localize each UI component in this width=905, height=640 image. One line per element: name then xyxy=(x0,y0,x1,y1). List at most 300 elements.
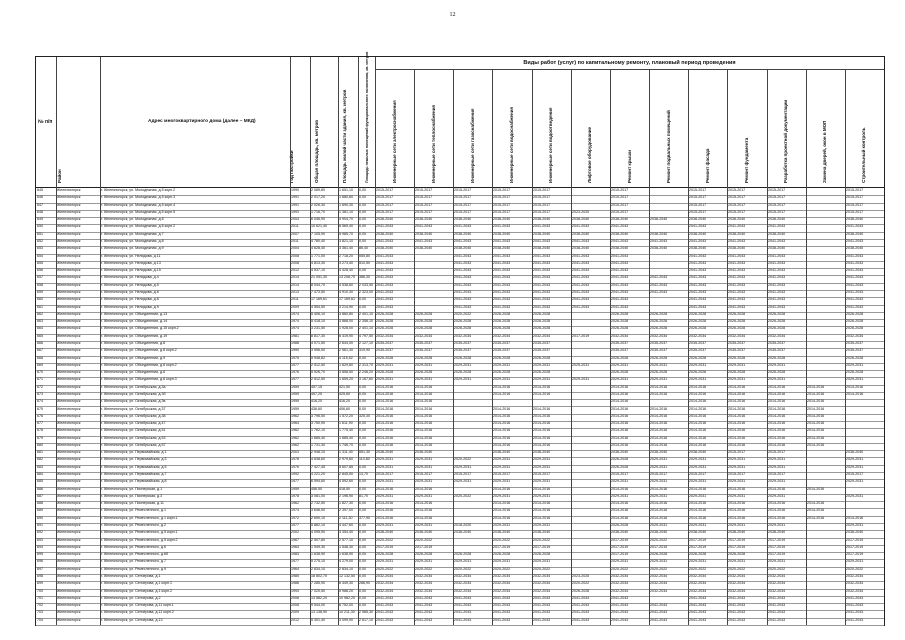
cell-work: 2014-2016 xyxy=(493,391,511,396)
cell-address: г. Железногорск, ул. Сенчерова, д.1 корп.1 xyxy=(101,581,173,586)
cell-work: 2032-2034 xyxy=(846,581,864,586)
cell-living-area: 10 982,20 xyxy=(339,595,355,600)
cell-work: 2026-2028 xyxy=(533,319,551,324)
cell-num: 669 xyxy=(37,362,43,367)
cell-address: г. Железногорск, ул. Молодежная, д.5 корп.3 xyxy=(101,195,176,200)
cell-work: 2032-2034 xyxy=(493,574,511,579)
cell-work: 2014-2016 xyxy=(493,442,511,447)
cell-work: 2032-2034 xyxy=(415,588,433,593)
cell-work: 2041-2043 xyxy=(728,260,746,265)
cell-work: 2041-2043 xyxy=(376,282,394,287)
cell-work: 2014-2016 xyxy=(846,384,864,389)
cell-work: 2015-2017 xyxy=(376,209,394,214)
cell-work: 2014-2016 xyxy=(611,413,629,418)
cell-year: 2012 xyxy=(291,617,299,622)
cell-work: 2041-2043 xyxy=(846,253,864,258)
cell-address: г. Железногорск, ул. Ремесленного, д.6б xyxy=(101,552,169,557)
cell-address: г. Железногорск, ул. Первомайская, д.1 xyxy=(101,450,167,455)
cell-work: 2029-2031 xyxy=(768,457,786,462)
cell-total-area: 7 020,50 xyxy=(311,588,325,593)
cell-address: г. Железногорск, ул. Ремесленного, д.9 xyxy=(101,566,166,571)
cell-district: Железногорск xyxy=(57,333,81,338)
cell-work: 2020-2022 xyxy=(376,566,394,571)
cell-num: 648 xyxy=(37,209,43,214)
cell-district: Железногорск xyxy=(57,340,81,345)
cell-living-area: 3 361,40 xyxy=(339,246,353,251)
cell-fund-area: 2 323,00 xyxy=(359,289,373,294)
cell-fund-area: 0,00 xyxy=(359,479,366,484)
cell-work: 2014-2016 xyxy=(376,442,394,447)
cell-work: 2032-2034 xyxy=(493,333,511,338)
table-row xyxy=(36,618,884,626)
cell-num: 702 xyxy=(37,603,43,608)
cell-address: г. Железногорск, ул. Первомайская, д.5 xyxy=(101,464,167,469)
cell-work: 2017-2019 xyxy=(768,537,786,542)
cell-work: 2029-2031 xyxy=(415,523,433,528)
cell-work: 2014-2016 xyxy=(415,435,433,440)
cell-work: 2014-2016 xyxy=(533,486,551,491)
cell-work: 2035-2037 xyxy=(611,348,629,353)
cell-address: г. Железногорск, ул. Ремесленного, д.6 xyxy=(101,544,166,549)
cell-work: 2041-2043 xyxy=(728,610,746,615)
cell-total-area: 5 301,40 xyxy=(311,617,325,622)
cell-num: 683 xyxy=(37,464,43,469)
cell-year: 1962 xyxy=(291,435,299,440)
cell-work: 2014-2016 xyxy=(376,508,394,513)
cell-living-area: 6 419,90 xyxy=(339,333,353,338)
cell-num: 684 xyxy=(37,472,43,477)
cell-work: 2026-2028 xyxy=(454,319,472,324)
cell-work: 2020-2022 xyxy=(454,311,472,316)
cell-work: 2041-2043 xyxy=(846,275,864,280)
cell-work: 2020-2022 xyxy=(493,566,511,571)
cell-work: 2041-2043 xyxy=(415,224,433,229)
cell-living-area: 5 988,20 xyxy=(339,588,353,593)
cell-year: 1993 xyxy=(291,209,299,214)
cell-work: 2029-2031 xyxy=(768,479,786,484)
cell-living-area: 3 860,80 xyxy=(339,311,353,316)
cell-work: 2015-2017 xyxy=(689,202,707,207)
cell-work: 2029-2031 xyxy=(415,362,433,367)
cell-living-area: 1 680,60 xyxy=(339,195,353,200)
cell-total-area: 2 017,20 xyxy=(311,195,325,200)
cell-fund-area: 0,00 xyxy=(359,355,366,360)
cell-living-area: 1 827,30 xyxy=(339,501,353,506)
cell-work: 2017-2019 xyxy=(768,552,786,557)
cell-work: 2038-2040 xyxy=(376,217,394,222)
cell-address: г. Железногорск, ул. Нелидова, д.13 xyxy=(101,260,161,265)
cell-year: 1985 xyxy=(291,574,299,579)
cell-work: 2029-2031 xyxy=(415,559,433,564)
cell-living-area: 6 449,30 xyxy=(339,581,353,586)
cell-district: Железногорск xyxy=(57,428,81,433)
cell-work: 2041-2043 xyxy=(611,610,629,615)
cell-work: 2041-2043 xyxy=(454,289,472,294)
cell-year: 1962 xyxy=(291,501,299,506)
cell-fund-area: 0,00 xyxy=(359,595,366,600)
cell-work: 2035-2037 xyxy=(846,348,864,353)
cell-work: 2029-2031 xyxy=(376,493,394,498)
cell-work: 2041-2043 xyxy=(454,595,472,600)
cell-year: 2003 xyxy=(291,450,299,455)
cell-work: 2041-2043 xyxy=(493,297,511,302)
cell-work: 2032-2034 xyxy=(728,588,746,593)
header-work-7: Ремонт подвальных помещений xyxy=(666,110,671,183)
cell-address: г. Железногорск, ул. Нелидова, д.11 xyxy=(101,253,161,258)
cell-work: 2015-2017 xyxy=(768,209,786,214)
cell-work: 2015-2017 xyxy=(493,472,511,477)
cell-total-area: 4 628,40 xyxy=(311,246,325,251)
cell-work: 2041-2043 xyxy=(572,304,590,309)
cell-work: 2041-2043 xyxy=(493,282,511,287)
cell-year: 1964 xyxy=(291,421,299,426)
cell-address: г. Железногорск, ул. Молодежная, д.7 xyxy=(101,231,164,236)
cell-work: 2041-2043 xyxy=(454,275,472,280)
cell-address: г. Железногорск, ул. Ремесленного, д.1 корп.1 xyxy=(101,515,178,520)
cell-work: 2041-2043 xyxy=(572,610,590,615)
cell-work: 2015-2017 xyxy=(533,472,551,477)
cell-district: Железногорск xyxy=(57,508,81,513)
cell-work: 2041-2043 xyxy=(689,238,707,243)
cell-work: 2026-2028 xyxy=(454,355,472,360)
cell-work: 2014-2016 xyxy=(689,435,707,440)
cell-address: г. Железногорск, ул. Объединения, д.9 xyxy=(101,355,166,360)
cell-work: 2038-2040 xyxy=(650,450,668,455)
cell-work: 2038-2040 xyxy=(650,231,668,236)
cell-work: 2041-2043 xyxy=(611,603,629,608)
cell-total-area: 416,20 xyxy=(311,399,322,404)
cell-work: 2041-2043 xyxy=(689,268,707,273)
cell-work: 2015-2017 xyxy=(650,472,668,477)
cell-work: 2015-2017 xyxy=(376,188,394,192)
cell-work: 2038-2040 xyxy=(454,217,472,222)
cell-year: 1993 xyxy=(291,588,299,593)
cell-num: 676 xyxy=(37,413,43,418)
cell-address: г. Железногорск, ул. Объединения, д.6 корп.2 xyxy=(101,362,177,367)
cell-work: 2041-2043 xyxy=(650,275,668,280)
cell-work: 2041-2043 xyxy=(454,260,472,265)
cell-work: 2015-2017 xyxy=(415,202,433,207)
cell-work: 2041-2043 xyxy=(846,238,864,243)
cell-work: 2029-2031 xyxy=(728,479,746,484)
cell-work: 2041-2043 xyxy=(493,275,511,280)
cell-work: 2041-2043 xyxy=(454,268,472,273)
cell-work: 2041-2043 xyxy=(728,297,746,302)
cell-work: 2014-2016 xyxy=(611,501,629,506)
cell-address: г. Железногорск, ул. Ремесленного, д.5 корп.2 xyxy=(101,537,178,542)
cell-work: 2029-2031 xyxy=(846,362,864,367)
cell-work: 2026-2028 xyxy=(415,326,433,331)
cell-work: 2041-2043 xyxy=(768,603,786,608)
cell-work: 2026-2028 xyxy=(611,464,629,469)
cell-total-area: 8 817,30 xyxy=(311,333,325,338)
cell-work: 2026-2028 xyxy=(376,311,394,316)
cell-work: 2029-2031 xyxy=(611,377,629,382)
cell-work: 2029-2031 xyxy=(533,479,551,484)
cell-total-area: 7 285,90 xyxy=(311,581,325,586)
cell-work: 2038-2040 xyxy=(572,231,590,236)
cell-work: 2029-2031 xyxy=(728,493,746,498)
cell-work: 2032-2034 xyxy=(650,333,668,338)
cell-work: 2029-2031 xyxy=(689,377,707,382)
cell-work: 2029-2031 xyxy=(493,362,511,367)
cell-work: 2014-2016 xyxy=(611,442,629,447)
cell-work: 2015-2017 xyxy=(533,195,551,200)
cell-work: 2015-2017 xyxy=(728,188,746,192)
cell-work: 2041-2043 xyxy=(728,238,746,243)
cell-fund-area: 3 167,60 xyxy=(359,377,373,382)
cell-num: 646 xyxy=(37,195,43,200)
cell-work: 2026-2028 xyxy=(768,370,786,375)
cell-work: 2038-2040 xyxy=(454,246,472,251)
cell-work: 2032-2034 xyxy=(454,333,472,338)
cell-work: 2032-2034 xyxy=(611,333,629,338)
cell-total-area: 9 544,00 xyxy=(311,603,325,608)
cell-work: 2015-2017 xyxy=(846,202,864,207)
cell-work: 2020-2022 xyxy=(454,566,472,571)
cell-work: 2038-2040 xyxy=(689,246,707,251)
cell-work: 2041-2043 xyxy=(846,224,864,229)
cell-work: 2014-2016 xyxy=(689,421,707,426)
cell-work: 2020-2022 xyxy=(376,537,394,542)
cell-fund-area: 0,00 xyxy=(359,501,366,506)
cell-work: 2035-2037 xyxy=(689,348,707,353)
cell-work: 2029-2031 xyxy=(376,479,394,484)
cell-work: 2035-2037 xyxy=(650,348,668,353)
cell-fund-area: 2 358,10 xyxy=(359,319,373,324)
cell-work: 2014-2016 xyxy=(650,501,668,506)
cell-work: 2041-2043 xyxy=(415,617,433,622)
cell-work: 2038-2040 xyxy=(846,231,864,236)
cell-year: 1978 xyxy=(291,493,299,498)
cell-work: 2038-2040 xyxy=(376,450,394,455)
cell-work: 2041-2043 xyxy=(454,617,472,622)
cell-work: 2038-2040 xyxy=(454,530,472,535)
header-work-10: Разработка проектной документации xyxy=(783,99,788,183)
cell-district: Железногорск xyxy=(57,515,81,520)
cell-living-area: 2 834,10 xyxy=(339,566,353,571)
cell-work: 2041-2043 xyxy=(689,289,707,294)
cell-work: 2015-2017 xyxy=(376,202,394,207)
cell-work: 2026-2028 xyxy=(689,311,707,316)
cell-work: 2041-2043 xyxy=(533,297,551,302)
cell-work: 2015-2017 xyxy=(493,195,511,200)
cell-work: 2032-2034 xyxy=(650,581,668,586)
cell-work: 2032-2034 xyxy=(650,588,668,593)
cell-work: 2038-2040 xyxy=(689,450,707,455)
cell-work: 2032-2034 xyxy=(376,333,394,338)
cell-work: 2032-2034 xyxy=(689,588,707,593)
cell-year: 1967 xyxy=(291,537,299,542)
cell-work: 2041-2043 xyxy=(846,268,864,273)
cell-year: 1988 xyxy=(291,340,299,345)
cell-work: 2041-2043 xyxy=(376,610,394,615)
cell-work: 2032-2034 xyxy=(533,581,551,586)
cell-district: Железногорск xyxy=(57,464,81,469)
cell-address: г. Железногорск, ул. Первомайская, д.3 xyxy=(101,457,167,462)
cell-work: 2038-2040 xyxy=(768,217,786,222)
cell-work: 2041-2043 xyxy=(689,304,707,309)
table-header xyxy=(36,51,884,188)
cell-work: 2017-2019 xyxy=(493,544,511,549)
cell-total-area: 1 638,90 xyxy=(311,552,325,557)
cell-address: г. Железногорск, ул. Объединения, д.13 xyxy=(101,311,168,316)
cell-work: 2014-2016 xyxy=(376,428,394,433)
cell-work: 2020-2022 xyxy=(533,566,551,571)
cell-work: 2015-2017 xyxy=(493,202,511,207)
cell-work: 2041-2043 xyxy=(454,224,472,229)
cell-work: 2041-2043 xyxy=(493,603,511,608)
cell-work: 2035-2037 xyxy=(846,340,864,345)
cell-work: 2041-2043 xyxy=(376,275,394,280)
cell-fund-area: 286,90 xyxy=(359,581,370,586)
cell-work: 2026-2028 xyxy=(611,457,629,462)
cell-living-area: 2 577,10 xyxy=(339,537,353,542)
cell-work: 2015-2017 xyxy=(728,202,746,207)
cell-work: 2015-2017 xyxy=(533,188,551,192)
cell-total-area: 2 089,80 xyxy=(311,188,325,192)
cell-work: 2014-2016 xyxy=(415,384,433,389)
cell-num: 673 xyxy=(37,391,43,396)
cell-fund-area: 555,80 xyxy=(359,253,370,258)
cell-num: 697 xyxy=(37,566,43,571)
cell-work: 2041-2043 xyxy=(533,304,551,309)
cell-num: 701 xyxy=(37,595,43,600)
cell-fund-area: 0,00 xyxy=(359,588,366,593)
cell-district: Железногорск xyxy=(57,413,81,418)
cell-work: 2014-2016 xyxy=(807,406,825,411)
cell-work: 2041-2043 xyxy=(376,238,394,243)
cell-num: 659 xyxy=(37,289,43,294)
cell-total-area: 4 071,50 xyxy=(311,340,325,345)
cell-work: 2041-2043 xyxy=(689,282,707,287)
cell-address: г. Железногорск, ул. Сенчерова, д.1 корп.2 xyxy=(101,588,173,593)
cell-fund-area: 0,00 xyxy=(359,304,366,309)
cell-work: 2041-2043 xyxy=(533,260,551,265)
cell-work: 2029-2031 xyxy=(689,493,707,498)
cell-num: 692 xyxy=(37,530,43,535)
cell-work: 2015-2017 xyxy=(454,472,472,477)
cell-district: Железногорск xyxy=(57,391,81,396)
cell-work: 2038-2040 xyxy=(533,231,551,236)
cell-work: 2026-2028 xyxy=(415,355,433,360)
cell-year: 2007 xyxy=(291,231,299,236)
cell-year: 1964 xyxy=(291,566,299,571)
cell-work: 2041-2043 xyxy=(611,617,629,622)
cell-work: 2041-2043 xyxy=(728,304,746,309)
cell-work: 2026-2028 xyxy=(689,370,707,375)
cell-work: 2014-2016 xyxy=(533,508,551,513)
cell-num: 667 xyxy=(37,348,43,353)
cell-work: 2029-2031 xyxy=(454,464,472,469)
cell-work: 2029-2031 xyxy=(846,479,864,484)
cell-fund-area: 2 617,10 xyxy=(359,617,373,622)
cell-year: 1977 xyxy=(291,479,299,484)
cell-work: 2014-2016 xyxy=(768,501,786,506)
cell-total-area: 2 026,30 xyxy=(311,202,325,207)
cell-work: 2041-2043 xyxy=(611,595,629,600)
cell-work: 2041-2043 xyxy=(650,289,668,294)
cell-work: 2038-2040 xyxy=(768,530,786,535)
cell-work: 2041-2043 xyxy=(493,304,511,309)
cell-work: 2014-2016 xyxy=(493,428,511,433)
header-work-4: Инженерные сети водоотведения xyxy=(548,107,553,183)
cell-work: 2014-2016 xyxy=(689,391,707,396)
cell-work: 2015-2017 xyxy=(376,195,394,200)
cell-work: 2041-2043 xyxy=(376,224,394,229)
cell-total-area: 10 621,40 xyxy=(311,224,327,229)
cell-work: 2026-2028 xyxy=(376,552,394,557)
cell-work: 2014-2016 xyxy=(728,421,746,426)
cell-work: 2041-2043 xyxy=(454,610,472,615)
cell-district: Железногорск xyxy=(57,209,81,214)
cell-work: 2041-2043 xyxy=(768,610,786,615)
cell-work: 2026-2028 xyxy=(768,319,786,324)
cell-work: 2041-2043 xyxy=(728,282,746,287)
cell-work: 2041-2043 xyxy=(728,595,746,600)
cell-address: г. Железногорск, ул. Пионерская, д.11 xyxy=(101,501,164,506)
cell-district: Железногорск xyxy=(57,260,81,265)
cell-work: 2041-2043 xyxy=(454,603,472,608)
cell-year: 1962 xyxy=(291,413,299,418)
header-year: Год постройки xyxy=(289,150,294,183)
cell-work: 2026-2028 xyxy=(650,370,668,375)
cell-fund-area: 2 585,30 xyxy=(359,610,373,615)
cell-total-area: 4 554,50 xyxy=(311,304,325,309)
cell-total-area: 2 512,50 xyxy=(311,377,325,382)
cell-address: г. Железногорск, ул. Нелидова, д.8 xyxy=(101,297,159,302)
cell-fund-area: 377,90 xyxy=(359,515,370,520)
cell-num: 686 xyxy=(37,486,43,491)
cell-district: Железногорск xyxy=(57,282,81,287)
cell-work: 2041-2043 xyxy=(376,617,394,622)
cell-work: 2041-2043 xyxy=(689,224,707,229)
cell-work: 2014-2016 xyxy=(650,515,668,520)
cell-total-area: 4 095,90 xyxy=(311,530,325,535)
cell-work: 2014-2016 xyxy=(846,515,864,520)
cell-work: 2014-2016 xyxy=(415,391,433,396)
cell-work: 2029-2031 xyxy=(689,479,707,484)
cell-work: 2041-2043 xyxy=(689,595,707,600)
header-address: Адрес многоквартирного дома (далее – МКД) xyxy=(148,119,256,124)
cell-work: 2026-2028 xyxy=(493,552,511,557)
cell-total-area: 5 948,82 xyxy=(311,355,325,360)
cell-work: 2038-2040 xyxy=(611,231,629,236)
cell-work: 2038-2040 xyxy=(376,530,394,535)
cell-address: г. Железногорск, ул. Нелидова, д.15 xyxy=(101,268,161,273)
cell-work: 2017-2019 xyxy=(689,537,707,542)
cell-num: 668 xyxy=(37,355,43,360)
cell-work: 2026-2028 xyxy=(846,355,864,360)
cell-work: 2041-2043 xyxy=(533,275,551,280)
header-work-5: Лифтовое оборудование xyxy=(587,126,592,183)
cell-living-area: 1 690,30 xyxy=(339,202,353,207)
cell-work: 2014-2016 xyxy=(728,486,746,491)
cell-total-area: 1 731,30 xyxy=(311,442,325,447)
cell-work: 2026-2028 xyxy=(611,311,629,316)
cell-num: 695 xyxy=(37,552,43,557)
cell-work: 2014-2016 xyxy=(493,501,511,506)
cell-work: 2038-2040 xyxy=(768,246,786,251)
cell-district: Железногорск xyxy=(57,574,81,579)
cell-work: 2029-2031 xyxy=(728,457,746,462)
cell-work: 2029-2031 xyxy=(376,457,394,462)
cell-total-area: 2 507,80 xyxy=(311,537,325,542)
cell-work: 2029-2031 xyxy=(533,464,551,469)
cell-work: 2032-2034 xyxy=(611,588,629,593)
cell-work: 2029-2031 xyxy=(611,559,629,564)
cell-work: 2020-2022 xyxy=(493,537,511,542)
